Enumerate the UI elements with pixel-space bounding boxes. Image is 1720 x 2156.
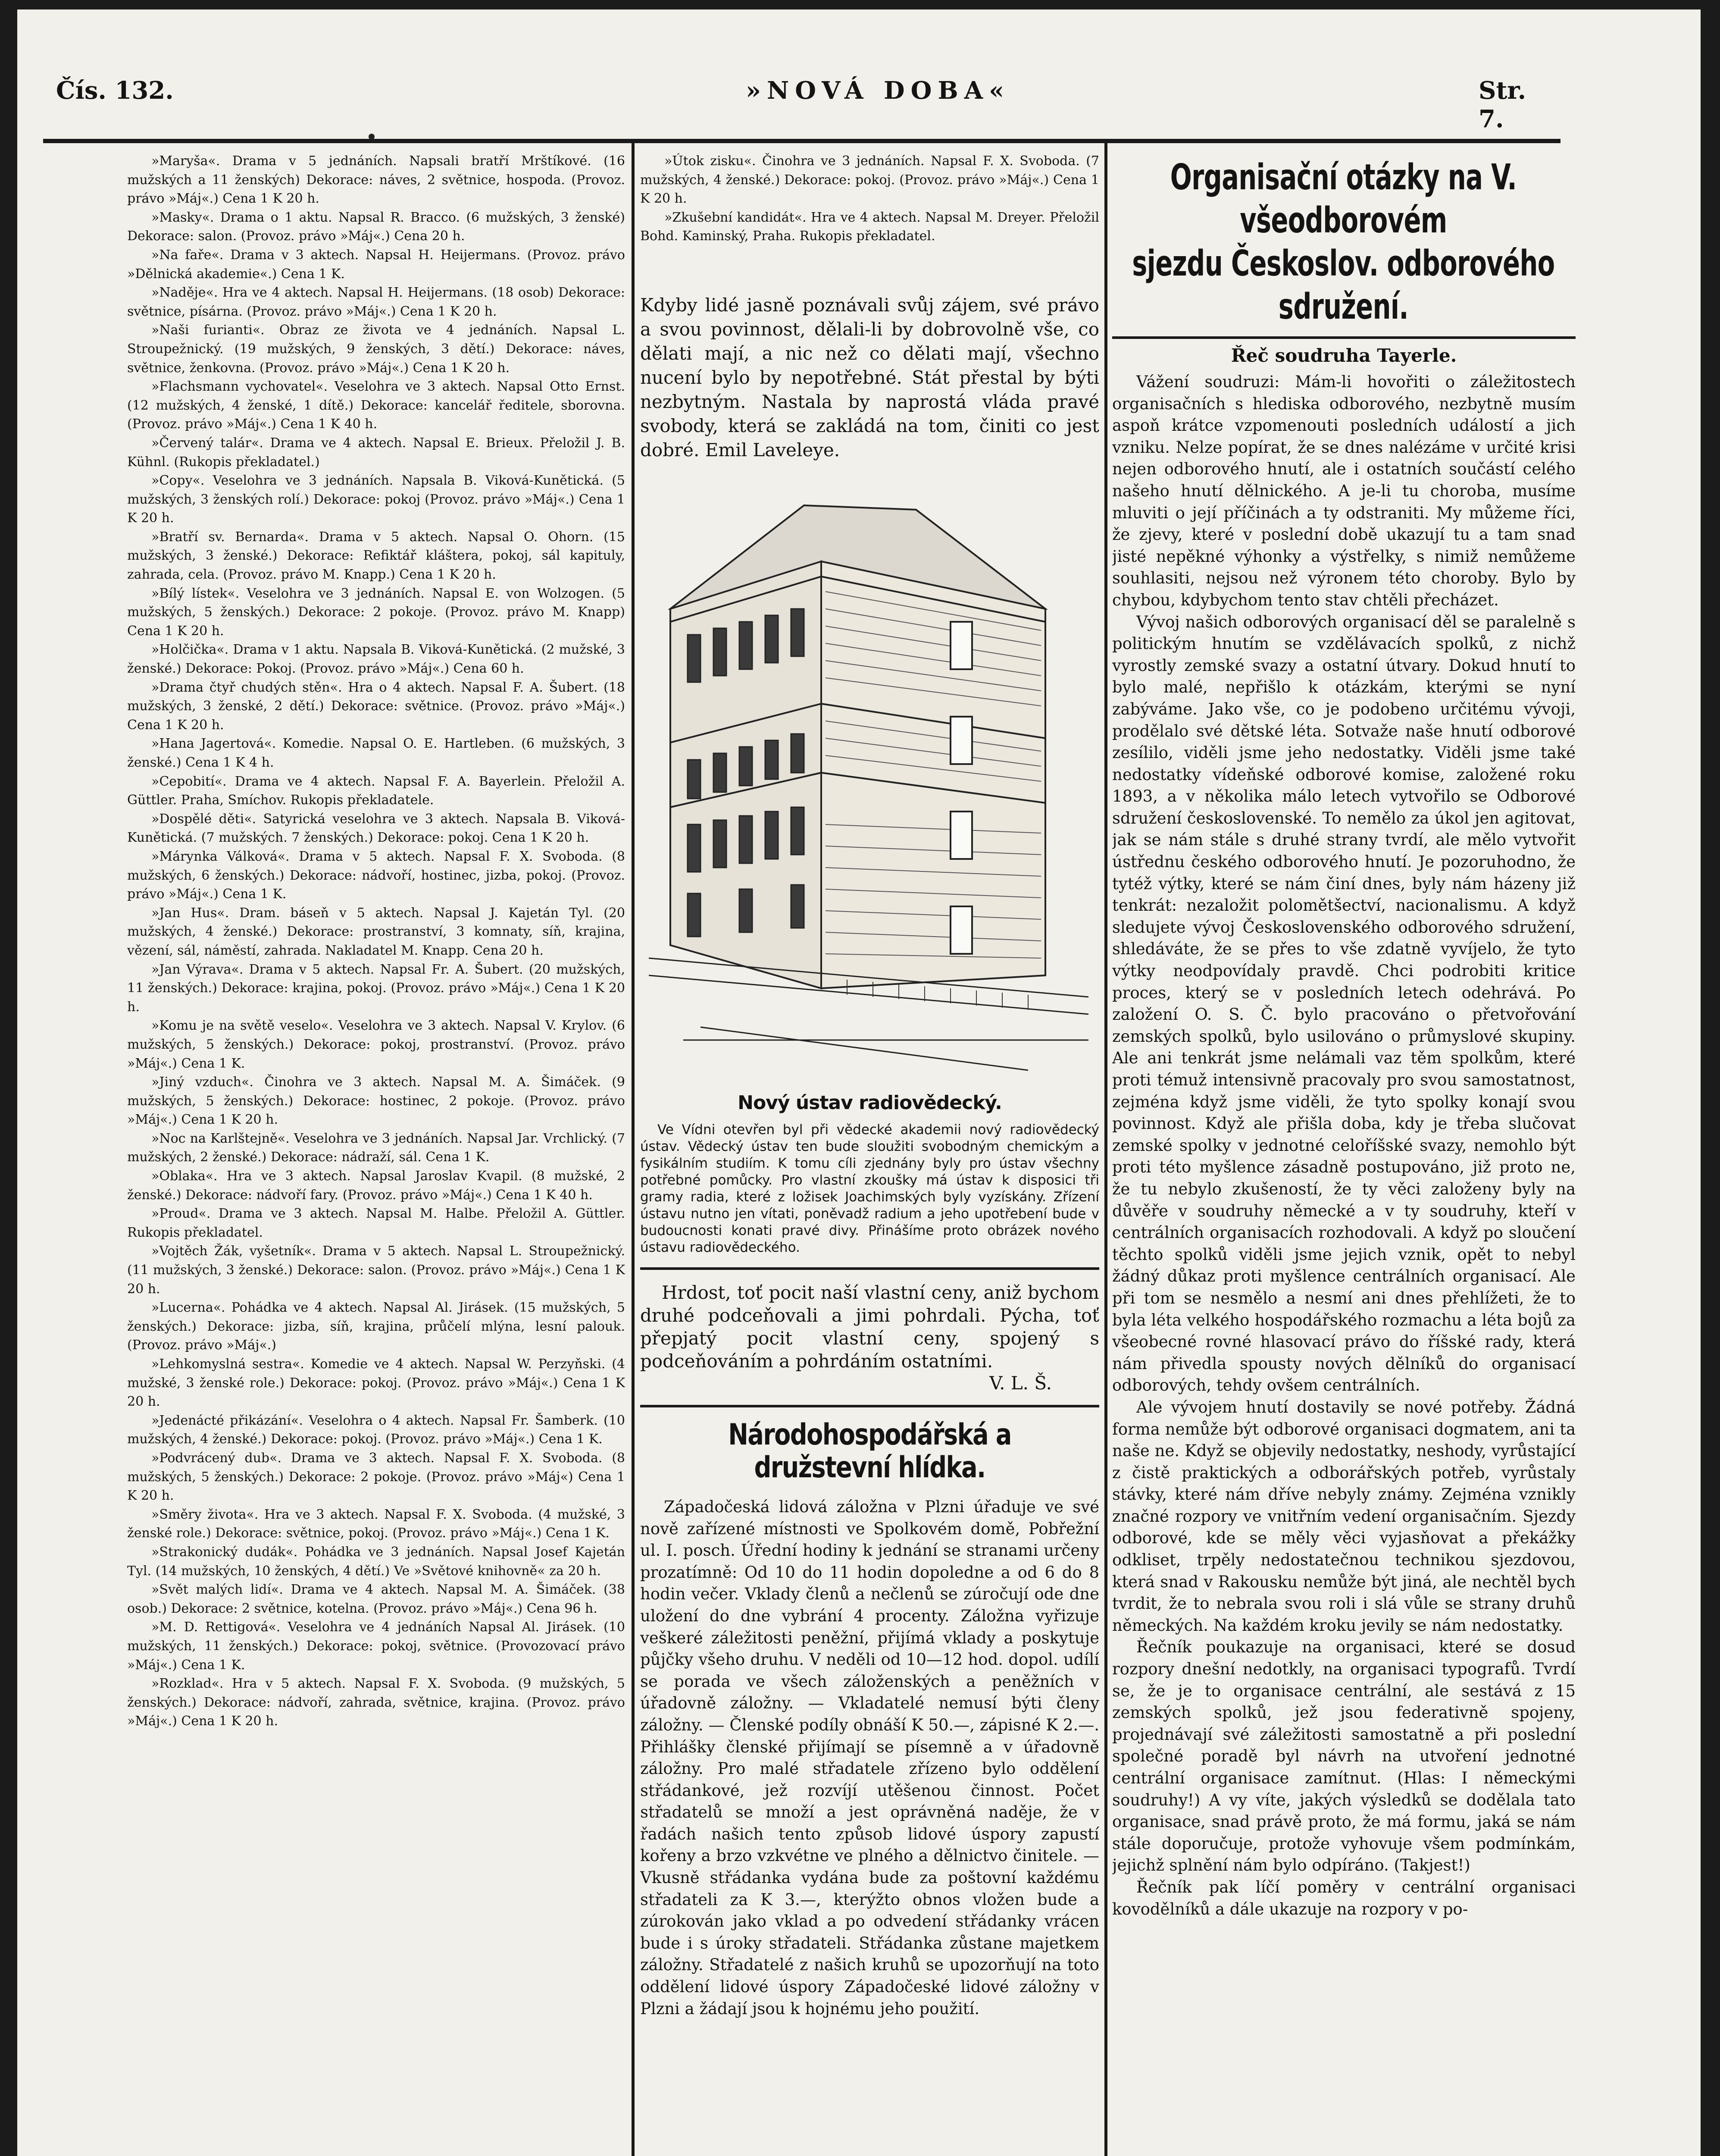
play-entry: »Vojtěch Žák, vyšetník«. Drama v 5 aktech. Napsal L. Stroupežnický. (11 mužských, 3 ženské.) Dekorace: salon. (Provoz. právo »Máj«.) Cena 1 K 20 h.: [127, 1244, 625, 1297]
play-entry: »Jiný vzduch«. Činohra ve 3 aktech. Napsal M. A. Šimáček. (9 mužských, 5 ženských.) Dekorace: hostinec, 2 pokoje. (Provoz. právo »Máj«.) Cena 1 K 20 h.: [127, 1075, 625, 1128]
newspaper-page: [17, 9, 1701, 2156]
title-rule: [1112, 336, 1576, 339]
plays-list-column: [127, 152, 625, 2156]
play-entry: »Jan Hus«. Dram. báseň v 5 aktech. Napsal J. Kajetán Tyl. (20 mužských, 4 ženské.) Dekorace: prostranství, 3 komnaty, síň, krajina, vězení, sál, náměstí, zahrada. Nakladatel M. Knapp. Cena 20 h.: [127, 905, 625, 958]
column-rule-1: [632, 143, 635, 2156]
page-header: [39, 76, 1548, 133]
play-entry: »Cepobití«. Drama ve 4 aktech. Napsal F. A. Bayerlein. Přeložil A. Güttler. Praha, Smíchov. Rukopis překladatele.: [127, 774, 625, 808]
middle-column: [640, 152, 1099, 2156]
article-column: [1112, 156, 1576, 2156]
divider: [640, 1267, 1099, 1270]
article-paragraph: Vývoj našich odborových organisací děl se paralelně s politickým hnutím se vzdělávacích spolků, z nichž vyrostly zemské svazy a ostatní útvary. Dokud hnutí to bylo malé, nepřišlo k otázkám, kterými se nyní zabýváme. Jako vše, co je podobeno určitému vývoji, prodělalo své dětské léta. Sotvaže naše hnutí odborové zesílilo, viděli jsme jeho nedostatky. Viděli jsme také nedostatky vídeňské odborové komise, založené roku 1893, a v několika málo letech vytvořilo se Odborové sdružení československé. To nemělo za úkol jen agitovat, jak se nám stále s druhé strany tvrdí, ale mělo vytvořit ústřednu českého odborového hnutí. Je pozoruhodno, že tytéž výtky, které se nám činí dnes, byly nám házeny již tenkrát: nezaložit polomětšectví, nacionalismu. A když sledujete vývoj Československého odborového sdružení, shledáváte, že se přes to vše zdatně vyvíjelo, že tyto výtky neodpovídaly pravdě. Chci podrobiti kritice proces, který se v posledních letech odehrává. Po založení O. S. Č. bylo pracováno o přetvořování zemských spolků, bylo usilováno o průmyslové skupiny. Ale ani tenkrát jsme nelámali vaz těm spolkům, které proti témuž intensivně pracovaly pro svou samostatnost, zejména když jsme viděli, že tyto spolky konají svou povinnost. Když ale přišla doba, kdy je třeba slučovat zemské spolky v jednotné celoříšské svazy, nemohlo být proti této myšlence zásadně postupováno, již proto ne, že tu nebylo zkušeností, že ty věci založeny byly na důvěře v soudruhy německé a v ty soudruhy, kteří v centrálních organisacích rozhodovali. A když po sloučení těchto spolků viděli jsme jejich vznik, opět to nebyl žádný důkaz proti myšlence centrálních organisací. Ale při tom se nesmělo a nesmí ani dnes přehlížeti, že to byla léta velkého hospodářského rozmachu a léta bojů za všeobecné rovné hlasovací právo do říšské rady, která nám přivedla spousty nových dělníků do organisací odborových, tehdy ovšem centrálních.: [1112, 612, 1576, 1395]
play-entry: »Strakonický dudák«. Pohádka ve 3 jednáních. Napsal Josef Kajetán Tyl. (14 mužských, 10 ženských, 4 dětí.) Ve »Světové knihovně« za 20 h.: [127, 1544, 625, 1579]
article-byline: Řeč soudruha Tayerle.: [1231, 345, 1457, 366]
play-entry: »Svět malých lidí«. Drama ve 4 aktech. Napsal M. A. Šimáček. (38 osob.) Dekorace: 2 světnice, kotelna. (Provoz. právo »Máj«.) Cena 96 h.: [127, 1582, 625, 1616]
play-entry: »Masky«. Drama o 1 aktu. Napsal R. Bracco. (6 mužských, 3 ženské) Dekorace: salon. (Provoz. právo »Máj«.) Cena 20 h.: [127, 210, 625, 244]
masthead: »NOVÁ DOBA«: [746, 76, 1010, 105]
play-entry: »Lucerna«. Pohádka ve 4 aktech. Napsal Al. Jirásek. (15 mužských, 5 ženských.) Dekorace: jizba, síň, krajina, průčelí mlýna, lesní palouk. (Provoz. právo »Máj«.): [127, 1300, 625, 1353]
article-paragraph: Vážení soudruzi: Mám-li hovořiti o záležitostech organisačních s hlediska odborového, nezbytně musím aspoň krátce vzpomenouti posledních událostí a jich vzniku. Nelze popírat, že se dnes nalézáme v určité krisi nejen odborového hnutí, ale i ostatních součástí celého našeho hnutí dělnického. A je-li tu choroba, musíme mluviti o její příčinách a ty odstraniti. My můžeme říci, že zjevy, které v poslední době ukazují tu a tam snad jisté nepěkné výhonky a výstřelky, s nimiž nemůžeme souhlasiti, nejsou než výronem této choroby. Bylo by chybou, kdybychom tento stav chtěli přecházet.: [1112, 373, 1576, 609]
divider: [640, 1405, 1099, 1407]
play-entry: »Jan Výrava«. Drama v 5 aktech. Napsal Fr. A. Šubert. (20 mužských, 11 ženských.) Dekorace: krajina, pokoj. (Provoz. právo »Máj«.) Cena 1 K 20 h.: [127, 962, 625, 1015]
page-number: Str. 7.: [1479, 76, 1526, 133]
play-entry: »Maryša«. Drama v 5 jednáních. Napsali bratří Mrštíkové. (16 mužských a 11 ženských) Dekorace: náves, 2 světnice, hospoda. (Provoz. právo »Máj«.) Cena 1 K 20 h.: [127, 154, 625, 207]
article-body: [1112, 371, 1576, 1920]
play-entry: »Flachsmann vychovatel«. Veselohra ve 3 aktech. Napsal Otto Ernst. (12 mužských, 4 ženské, 1 dítě.) Dekorace: kancelář ředitele, sborovna. (Provoz. právo »Máj«.) Cena 1 K 40 h.: [127, 379, 625, 432]
play-entry: »Oblaka«. Hra ve 3 aktech. Napsal Jaroslav Kvapil. (8 mužské, 2 ženské.) Dekorace: nádvoří fary. (Provoz. právo »Máj«.) Cena 1 K 40 h.: [127, 1169, 625, 1203]
article-paragraph: Řečník pak líčí poměry v centrální organisaci kovodělníků a dále ukazuje na rozpory v po-: [1112, 1877, 1576, 1918]
radium-institute-illustration: [640, 479, 1093, 1079]
header-rule: [43, 139, 1561, 143]
article-paragraph: Řečník poukazuje na organisaci, které se dosud rozpory dnešní nedotkly, na organisaci typografů. Tvrdí se, že je to organisace centrální, ale sestává z 15 zemských spolků, jež jsou federativně spojeny, projednávají své záležitosti samostatně a při poslední společné poradě byl návrh na utvoření jednotné centrální organisace zamítnut. (Hlas: I německými soudruhy!) A vy víte, jakých výsledků se dodělala tato organisace, snad právě proto, že má formu, jaká se nám stále doporučuje, protože vyhovuje všem podmínkám, jejichž splnění nám bylo odpíráno. (Takjest!): [1112, 1638, 1576, 1875]
play-entry: »Bratří sv. Bernarda«. Drama v 5 aktech. Napsal O. Ohorn. (15 mužských, 3 ženské.) Dekorace: Refiktář kláštera, pokoj, sál kapituly, zahrada, cela. (Provoz. právo M. Knapp.) Cena 1 K 20 h.: [127, 529, 625, 583]
play-entry: »Červený talár«. Drama ve 4 aktech. Napsal E. Brieux. Přeložil J. B. Kühnl. (Rukopis překladatel.): [127, 435, 625, 470]
play-entry: »Na faře«. Drama v 3 aktech. Napsal H. Heijermans. (Provoz. právo »Dělnická akademie«.) Cena 1 K.: [127, 247, 625, 282]
play-entry: »Márynka Válková«. Drama v 5 aktech. Napsal F. X. Svoboda. (8 mužských, 6 ženských.) Dekorace: nádvoří, hostinec, jizba, pokoj. (Provoz. právo »Máj«.) Cena 1 K.: [127, 849, 625, 902]
play-entry: »Směry života«. Hra ve 3 aktech. Napsal F. X. Svoboda. (4 mužské, 3 ženské role.) Dekorace: světnice, pokoj. (Provoz. právo »Máj«.) Cena 1 K.: [127, 1507, 625, 1541]
section-title: Národohospodářská a družstevní hlídka.: [728, 1417, 1011, 1485]
quote-signature: V. L. Š.: [989, 1372, 1052, 1394]
play-entry: »Copy«. Veselohra ve 3 jednáních. Napsala B. Viková-Kunětická. (5 mužských, 3 ženských rolí.) Dekorace: pokoj (Provoz. právo »Máj«.) Cena 1 K 20 h.: [127, 473, 625, 526]
figure-text: Ve Vídni otevřen byl při vědecké akademii nový radiovědecký ústav. Vědecký ústav ten bude sloužiti svobodným chemickým a fysikálním studiím. K tomu cíli zjednány byly pro ústav všechny potřebné pomůcky. Pro vlastní zkoušky má ústav k disposici tři gramy radia, které z ložisek Joachimských byly vyzískány. Zřízení ústavu nutno jen vítati, poněvadž radium a jeho upotřebení bude v budoucnosti konati pravé divy. Přinášíme proto obrázek nového ústavu radiovědeckého.: [640, 1122, 1099, 1255]
play-entry: »Lehkomyslná sestra«. Komedie ve 4 aktech. Napsal W. Perzyňski. (4 mužské, 3 ženské role.) Dekorace: pokoj. (Provoz. právo »Máj«.) Cena 1 K 20 h.: [127, 1357, 625, 1410]
play-entry: »Naděje«. Hra ve 4 aktech. Napsal H. Heijermans. (18 osob) Dekorace: světnice, písárna. (Provoz. právo »Máj«.) Cena 1 K 20 h.: [127, 285, 625, 319]
issue-number: Čís. 132.: [56, 76, 174, 105]
play-entry: »Podvrácený dub«. Drama ve 3 aktech. Napsal F. X. Svoboda. (8 mužských, 5 ženských.) Dekorace: 2 pokoje. (Provoz. právo »Máj«) Cena 1 K 20 h.: [127, 1450, 625, 1504]
play-entry: »Proud«. Drama ve 3 aktech. Napsal M. Halbe. Přeložil A. Güttler. Rukopis překladatel.: [127, 1206, 625, 1240]
figure-caption: Nový ústav radiovědecký.: [738, 1091, 1002, 1114]
play-entry: »Naši furianti«. Obraz ze života ve 4 jednáních. Napsal L. Stroupežnický. (19 mužských, 9 ženských, 3 dětí.) Dekorace: náves, světnice, ženkovna. (Provoz. právo »Máj«.) Cena 1 K 20 h.: [127, 323, 625, 376]
building-drawing: [640, 479, 1093, 1079]
play-entry: »Holčička«. Drama v 1 aktu. Napsala B. Viková-Kunětická. (2 mužské, 3 ženské.) Dekorace: Pokoj. (Provoz. právo »Máj«.) Cena 60 h.: [127, 642, 625, 677]
column-rule-2: [1104, 143, 1107, 2156]
play-entry: »Dospělé děti«. Satyrická veselohra ve 3 aktech. Napsala B. Viková-Kunětická. (7 mužských. 7 ženských.) Dekorace: pokoj. Cena 1 K 20 h.: [127, 811, 625, 846]
play-entry: »Noc na Karlštejně«. Veselohra ve 3 jednáních. Napsal Jar. Vrchlický. (7 mužských, 2 ženské.) Dekorace: nádraží, sál. Cena 1 K.: [127, 1131, 625, 1165]
play-entry: »Bílý lístek«. Veselohra ve 3 jednáních. Napsal E. von Wolzogen. (5 mužských, 5 ženských.) Dekorace: 2 pokoje. (Provoz. právo M. Knapp) Cena 1 K 20 h.: [127, 586, 625, 639]
play-entry: »Rozklad«. Hra v 5 aktech. Napsal F. X. Svoboda. (9 mužských, 5 ženských.) Dekorace: nádvoří, zahrada, světnice, krajina. (Provoz. právo »Máj«.) Cena 1 K 20 h.: [127, 1676, 625, 1729]
plays-list-continued: [640, 152, 1099, 246]
play-entry: »Drama čtyř chudých stěn«. Hra o 4 aktech. Napsal F. A. Šubert. (18 mužských, 3 ženské, 2 dětí.) Dekorace: světnice. (Provoz. právo »Máj«.) Cena 1 K 20 h.: [127, 680, 625, 733]
article-title-line1: Organisační otázky na V. všeodborovém: [1170, 157, 1517, 241]
article-paragraph: Ale vývojem hnutí dostavily se nové potřeby. Žádná forma nemůže být odborové organisaci dogmatem, ani ta naše ne. Když se objevily nedostatky, neshody, vyrůstající z čistě praktických a odborářských potřeb, vyrůstaly stávky, které nám dříve nebyly známy. Zejména vznikly značné rozpory ve vnitřním vedení organisačním. Sjezdy odborové, kde se měly věci vyjasňovat a překážky odkliset, trpěly nedostatečnou technikou sjezdovou, která snad v Rakousku nemůže být jiná, ale nechtěl bych tvrdit, že to nebrala svou roli i slá vůle se strany druhů německých. Na každém kroku jevily se nám nedostatky.: [1112, 1398, 1576, 1635]
play-entry: »Zkušební kandidát«. Hra ve 4 aktech. Napsal M. Dreyer. Přeložil Bohd. Kaminský, Praha. Rukopis překladatel.: [640, 210, 1099, 244]
section-text: Západočeská lidová záložna v Plzni úřaduje ve své nově zařízené místnosti ve Spolkovém domě, Pobřežní ul. I. posch. Úřední hodiny k jednání se stranami určeny prozatímně: Od 10 do 11 hodin dopoledne a od 6 do 8 hodin večer. Vklady členů a nečlenů se zúročují ode dne uložení do dne vybrání 4 procenty. Záložna vyřizuje veškeré záležitosti peněžní, přijímá vklady a poskytuje půjčky všeho druhu. V neděli od 10—12 hod. dopol. udílí se porada ve všech záloženských a peněžních v úřadovně záložny. — Vkladatelé nemusí býti členy záložny. — Členské podíly obnáší K 50.—, zápisné K 2.—. Přihlášky členské přijímají se písemně a v úřadovně záložny. Pro malé střadatele zřízeno bylo oddělení střádankové, jež rozvíjí utěšenou činnost. Počet střadatelů se množí a jest oprávněná naděje, že v řadách našich tento způsob lidové úspory zapustí kořeny a brzo vzkvétne ve plného a dělnictvo činitele. — Vkusně střádanka vydána bude za poštovní každému střadateli za K 3.—, kterýžto obnos vložen bude a zúrokován jako vklad a po odvedení střádanky vrácen bude i s úroky střadateli. Střádanka zůstane majetkem záložny. Střadatelé z našich kruhů se upozorňují na toto oddělení lidové úspory Západočeské lidové záložny v Plzni a žádají jsou k hojnému jeho použití.: [640, 1497, 1099, 2018]
play-entry: »M. D. Rettigová«. Veselohra ve 4 jednáních Napsal Al. Jirásek. (10 mužských, 11 ženských.) Dekorace: pokoj, světnice. (Provozovací právo »Máj«.) Cena 1 K.: [127, 1620, 625, 1673]
play-entry: »Jedenácté přikázání«. Veselohra o 4 aktech. Napsal Fr. Šamberk. (10 mužských, 4 ženské.) Dekorace: pokoj. (Provoz. právo »Máj«.) Cena 1 K.: [127, 1413, 625, 1447]
laveleye-quote: Kdyby lidé jasně poznávali svůj zájem, své právo a svou povinnost, dělali-li by dobrovolně vše, co dělati mají, a nic než co dělati mají, všechno nucení bylo by nepotřebné. Stát přestal by býti nezbytným. Nastala by naprostá vláda pravé svobody, která se zakládá na tom, činiti co jest dobré. Emil Laveleye.: [640, 294, 1099, 461]
ornament-dot: [369, 134, 375, 140]
pride-quote: Hrdost, toť pocit naší vlastní ceny, aniž bychom druhé podceňovali a jimi pohrdali. Pýcha, toť přepjatý pocit vlastní ceny, spojený s podceňováním a pohrdáním ostatními.: [640, 1282, 1099, 1372]
play-entry: »Komu je na světě veselo«. Veselohra ve 3 aktech. Napsal V. Krylov. (6 mužských, 5 ženských.) Dekorace: pokoj, prostranství. (Provoz. právo »Máj«.) Cena 1 K.: [127, 1018, 625, 1071]
play-entry: »Hana Jagertová«. Komedie. Napsal O. E. Hartleben. (6 mužských, 3 ženské.) Cena 1 K 4 h.: [127, 736, 625, 770]
article-title-line2: sjezdu Českoslov. odborového sdružení.: [1132, 243, 1555, 327]
play-entry: »Útok zisku«. Činohra ve 3 jednáních. Napsal F. X. Svoboda. (7 mužských, 4 ženské.) Dekorace: pokoj. (Provoz. právo »Máj«.) Cena 1 K 20 h.: [640, 154, 1099, 207]
